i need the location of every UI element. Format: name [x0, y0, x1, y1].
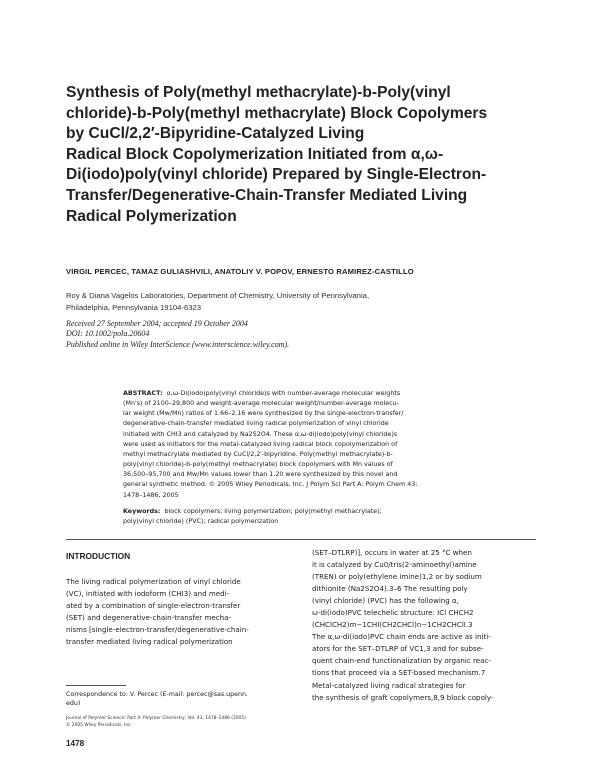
- journal-line: Journal of Polymer Science: Part A: Polymer Chemistry, Vol. 43, 1478–1486 (2005): [66, 716, 246, 721]
- abstract-line: poly(vinyl chloride)-b-poly(methyl methacrylate) block copolymers with Mn values of: [123, 461, 393, 469]
- affiliation: [66, 290, 536, 313]
- body-line: nisms [single-electron-transfer/degenerative-chain-: [66, 625, 249, 635]
- abstract-line: degenerative-chain-transfer mediated living radical polymerization of vinyl chloride: [123, 420, 389, 428]
- body-line: (SET–DTLRP)], occurs in water at 25 °C when: [312, 548, 472, 557]
- doi: DOI: 10.1002/pola.20604: [66, 329, 150, 339]
- footnote-line: Correspondence to: V. Percec (E-mail: percec@sas.upenn.: [66, 691, 249, 698]
- abstract-line: methyl methacrylate mediated by CuCl/2,2′-bipyridine. Poly(methyl methacrylate)-b-: [123, 450, 393, 458]
- affiliation-line: Roy & Diana Vagelos Laboratories, Department of Chemistry, University of Pennsylvania,: [66, 291, 370, 300]
- body-line: ators for the SET–DTLRP of VC1,3 and for subse-: [312, 644, 484, 654]
- keywords: [123, 507, 477, 527]
- affiliation-line: Philadelphia, Pennsylvania 19104-6323: [66, 302, 202, 312]
- journal-line: © 2005 Wiley Periodicals, Inc.: [66, 722, 132, 728]
- title-line: Di(iodo)poly(vinyl chloride) Prepared by Single-Electron-: [66, 166, 487, 184]
- abstract-line: 1478–1486, 2005: [123, 491, 179, 499]
- abstract-line: general synthetic method. © 2005 Wiley Periodicals, Inc. J Polym Sci Part A: Polym Chem 43:: [123, 481, 418, 489]
- body-line: The α,ω-di(iodo)PVC chain ends are active as initi-: [312, 632, 491, 642]
- article-title: [66, 83, 536, 227]
- intro-left-column: [66, 576, 290, 648]
- keywords-label: Keywords:: [123, 508, 161, 515]
- body-line: The living radical polymerization of vinyl chloride: [66, 577, 241, 586]
- body-line: (SET) and degenerative-chain-transfer mecha-: [66, 613, 232, 623]
- body-line: transfer mediated living radical polymerization: [66, 637, 233, 647]
- keywords-line: [123, 507, 477, 517]
- abstract-line: initiated with CHI3 and catalyzed by Na2S2O4. These α,ω-di(iodo)poly(vinyl chloride)s: [123, 430, 398, 438]
- footnote-divider: [66, 685, 126, 686]
- abstract-line: lar weight (Mw/Mn) ratios of 1.66–2.16 were synthesized by the single-electron-transfer/: [123, 410, 404, 418]
- body-line: (VC), initiated with iodoform (CHI3) and medi-: [66, 589, 230, 599]
- intro-right-column: [312, 547, 536, 704]
- author-list: VIRGIL PERCEC, TAMAZ GULIASHVILI, ANATOLIY V. POPOV, ERNESTO RAMIREZ-CASTILLO: [66, 267, 414, 276]
- body-line: it is catalyzed by Cu0/tris(2-aminoethyl)amine: [312, 560, 477, 570]
- page-number: 1478: [66, 739, 85, 748]
- abstract-label: ABSTRACT:: [123, 390, 163, 397]
- body-line: ated by a combination of single-electron-transfer: [66, 601, 241, 611]
- body-line: dithionite (Na2S2O4).3–6 The resulting poly: [312, 584, 468, 594]
- title-line: chloride)-b-Poly(methyl methacrylate) Block Copolymers: [66, 104, 488, 122]
- section-divider: [66, 539, 536, 540]
- body-line: Metal-catalyzed living radical strategies for: [312, 680, 466, 690]
- abstract-line: [123, 389, 477, 399]
- body-line: ω-di(iodo)PVC telechelic structure: ICl CHCH2: [312, 608, 474, 618]
- published-online: Published online in Wiley InterScience (www.interscience.wiley.com).: [66, 339, 290, 349]
- correspondence-footnote: [66, 690, 290, 708]
- abstract-line: were used as initiators for the metal-catalyzed living radical block copolymerization of: [123, 440, 398, 448]
- introduction-heading: INTRODUCTION: [66, 551, 131, 561]
- body-line: tions that proceed via a SET-based mechanism.7: [312, 668, 486, 678]
- abstract-line: (Mn's) of 2100–29,800 and weight-average molecular weight/number-average molecu-: [123, 400, 399, 408]
- title-line: by CuCl/2,2′-Bipyridine-Catalyzed Living: [66, 125, 365, 143]
- title-line: Radical Polymerization: [66, 207, 237, 225]
- publication-dates: [66, 319, 536, 350]
- footnote-line: edu): [66, 700, 81, 708]
- body-line: (TREN) or poly(ethylene imine)1,2 or by sodium: [312, 572, 482, 582]
- abstract-line-text: α,ω-Di(iodo)poly(vinyl chloride)s with number-average molecular weights: [166, 390, 401, 397]
- title-line: Transfer/Degenerative-Chain-Transfer Mediated Living: [66, 186, 468, 204]
- body-line: (CHClCH2)m−1CHI(CH2CHCl)n−1CH2CHClI.3: [312, 620, 473, 630]
- abstract: [123, 389, 477, 501]
- journal-info: [66, 716, 296, 729]
- received-date: Received 27 September 2004; accepted 19 October 2004: [66, 319, 248, 328]
- title-line: Synthesis of Poly(methyl methacrylate)-b-Poly(vinyl: [66, 84, 451, 101]
- keywords-line-text: block copolymers; living polymerization; poly(methyl methacrylate);: [164, 508, 382, 515]
- keywords-line: poly(vinyl chloride) (PVC); radical polymerization: [123, 518, 279, 526]
- body-line: quent chain-end functionalization by organic reac-: [312, 656, 491, 666]
- body-line: (vinyl chloride) (PVC) has the following α,: [312, 596, 459, 606]
- title-line: Radical Block Copolymerization Initiated from α,ω-: [66, 145, 444, 163]
- abstract-line: 36,500–95,700 and Mw/Mn values lower than 1.20 were synthesized by this novel and: [123, 471, 398, 479]
- body-line: the synthesis of graft copolymers,8,9 block copoly-: [312, 692, 494, 702]
